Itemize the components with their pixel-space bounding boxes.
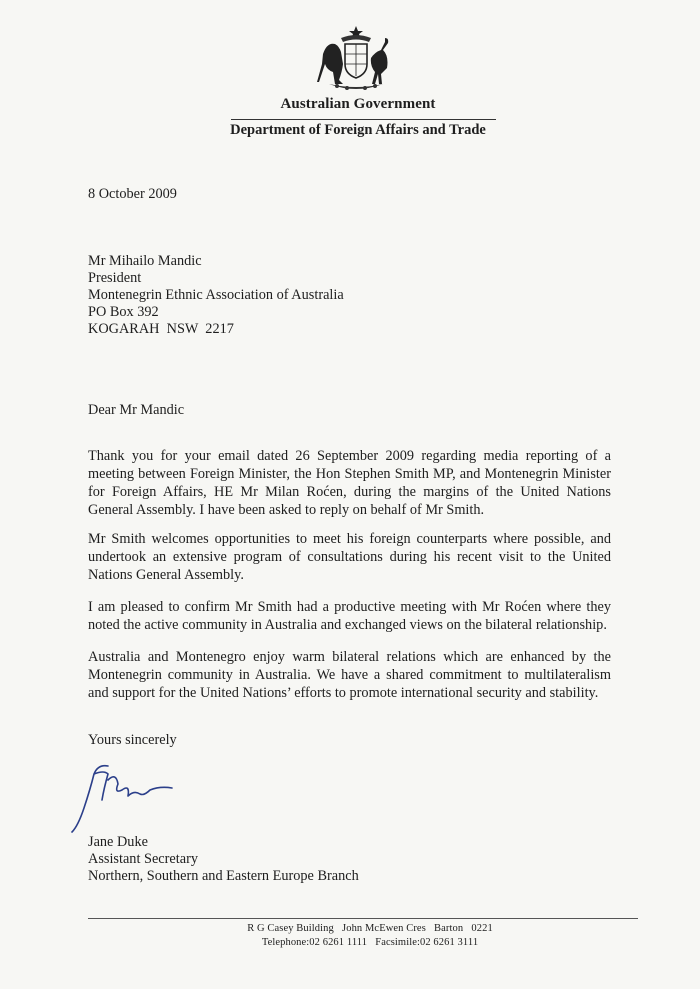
salutation: Dear Mr Mandic: [88, 402, 185, 418]
body-paragraph: Mr Smith welcomes opportunities to meet his foreign counterparts where possible, and undertook an extensive program of consultations during his recent visit to the United Nations General Assembly.: [88, 531, 611, 583]
footer-address: R G Casey Building John McEwen Cres Barton 0221: [247, 923, 493, 934]
footer-divider: [88, 918, 638, 919]
signatory-name: Jane Duke: [88, 834, 148, 850]
recipient-locality: KOGARAH NSW 2217: [88, 321, 234, 337]
government-title: Australian Government: [280, 96, 436, 112]
recipient-address: [88, 253, 344, 338]
signatory-block: [88, 834, 359, 885]
recipient-po-box: PO Box 392: [88, 304, 159, 320]
body-paragraph: Thank you for your email dated 26 September 2009 regarding media reporting of a meeting between Foreign Minister, the Hon Stephen Smith MP, and Montenegrin Minister for Foreign Affairs, HE Mr Milan Roćen, during the margins of the United Nations General Assembly. I have been asked to reply on behalf of Mr Smith.: [88, 448, 611, 518]
recipient-name: Mr Mihailo Mandic: [88, 253, 202, 269]
closing: Yours sincerely: [88, 732, 177, 748]
letterhead-divider: [231, 119, 496, 120]
signatory-title: Assistant Secretary: [88, 851, 198, 867]
body-paragraph: I am pleased to confirm Mr Smith had a productive meeting with Mr Roćen where they noted the active community in Australia and exchanged views on the bilateral relationship.: [88, 599, 611, 633]
coat-of-arms-icon: [315, 24, 397, 94]
signatory-branch: Northern, Southern and Eastern Europe Branch: [88, 868, 359, 884]
recipient-title: President: [88, 270, 142, 286]
department-title: Department of Foreign Affairs and Trade: [230, 122, 486, 138]
handwritten-signature: [64, 760, 184, 838]
letter-date: 8 October 2009: [88, 186, 177, 202]
recipient-organisation: Montenegrin Ethnic Association of Australia: [88, 287, 344, 303]
footer-contact: Telephone:02 6261 1111 Facsimile:02 6261 3111: [261, 937, 479, 948]
body-paragraph: Australia and Montenegro enjoy warm bilateral relations which are enhanced by the Montenegrin community in Australia. We have a shared commitment to multilateralism and support for the United Nations’ efforts to promote international security and stability.: [88, 649, 611, 701]
